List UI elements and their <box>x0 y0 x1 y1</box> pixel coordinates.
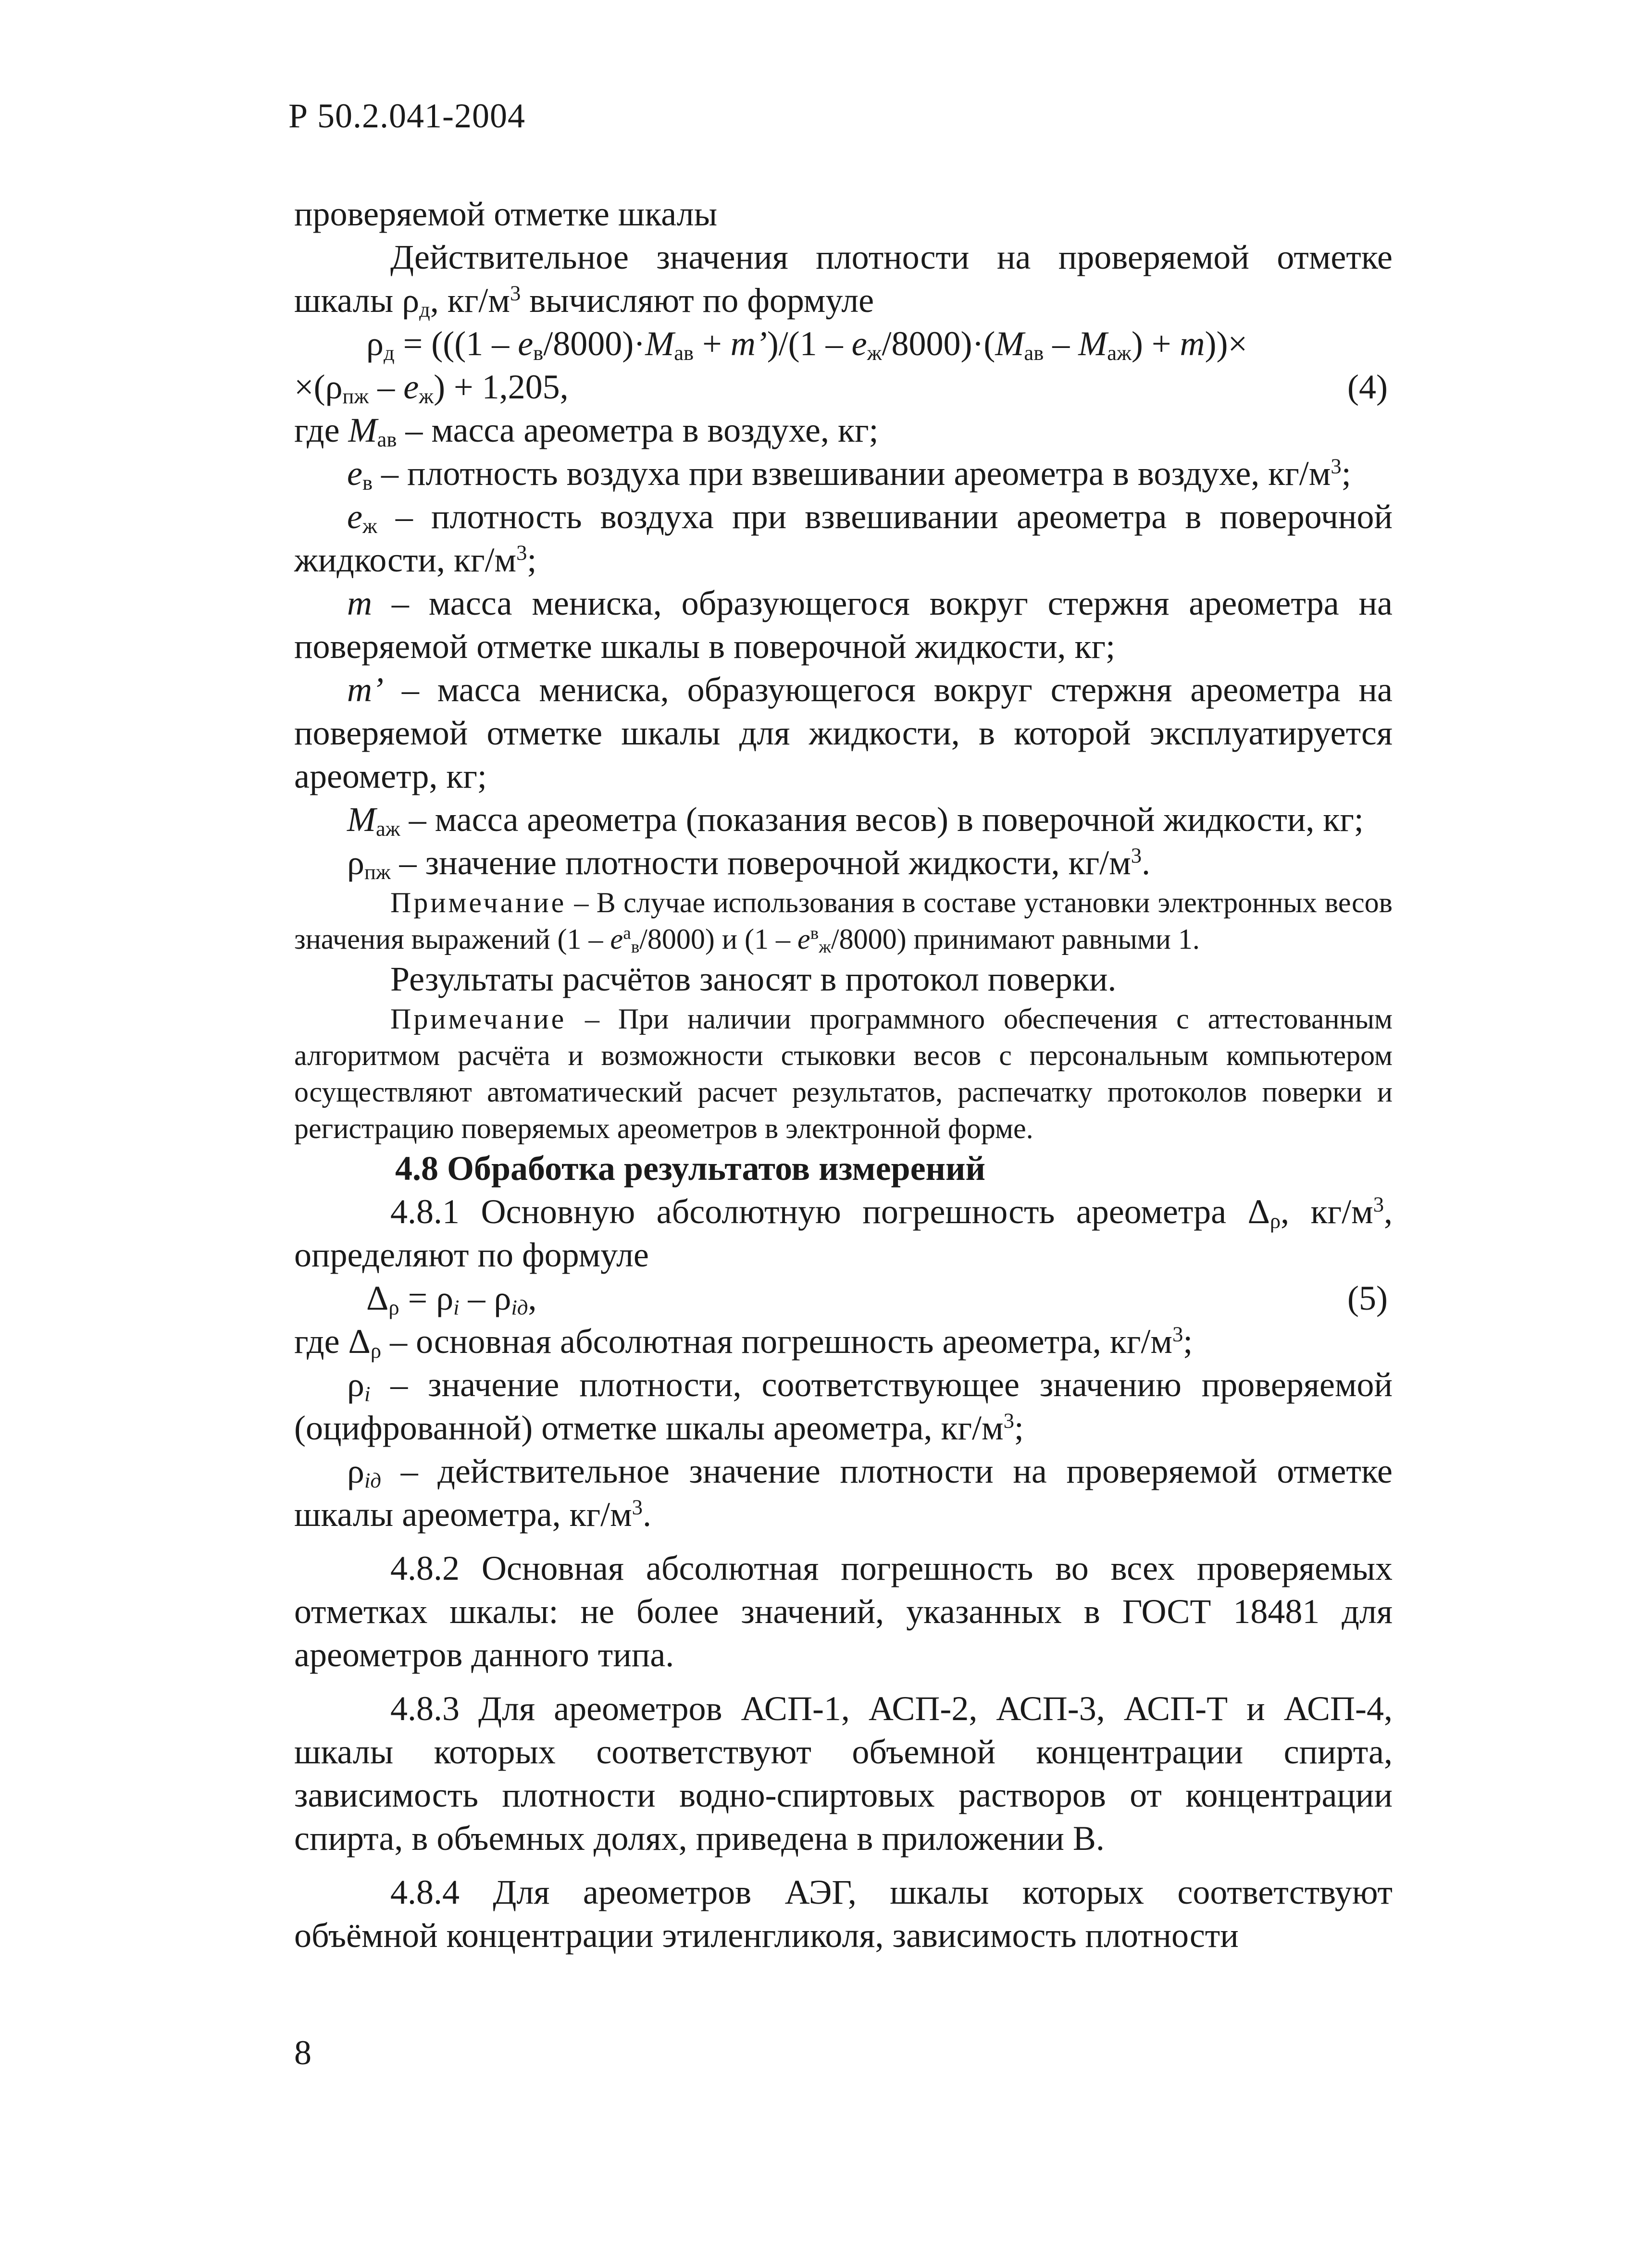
paragraph-results: Результаты расчётов заносят в протокол поверки. <box>390 960 1117 998</box>
page-number: 8 <box>294 2033 311 2072</box>
equation-number-4: (4) <box>1347 368 1388 406</box>
definition-delta: где $\Delta_\rho$ – основная абсолютная погрешность ареометра, $кг/м^3$; <box>294 1322 1193 1363</box>
paragraph-4-8-3: 4.8.3 Для ареометров АСП-1, АСП-2, АСП-3, АСП-Т и АСП-4, шкалы которых соответствуют объемной концентрации спирта, зависимость плотности водно-спиртовых растворов от концентрации спирта, в объемных долях, приведена в приложении В. <box>294 1689 1393 1858</box>
section-heading-4-8: 4.8 Обработка результатов измерений <box>395 1149 986 1188</box>
paragraph-4-8-4: 4.8.4 Для ареометров АЭГ, шкалы которых соответствуют объёмной концентрации этиленгликоля, зависимость плотности <box>294 1873 1393 1955</box>
definition-m-prime: m’ – масса мениска, образующегося вокруг стержня ареометра на поверяемой отметке шкалы для жидкости, в которой эксплуатируется ареометр, кг; <box>294 670 1393 795</box>
definition-rho-id: $\rho_{iд}$ – действительное значение плотности на проверяемой отметке шкалы ареометра, $кг/м^3$. <box>294 1452 1393 1534</box>
paragraph-actual-density: Действительное значения плотности на проверяемой отметке шкалы $\rho_д$, $кг/м^3$ вычисляют по формуле <box>294 238 1393 322</box>
definition-rho-i: $\rho_i$ – значение плотности, соответствующее значению проверяемой (оцифрованной) отметке шкалы ареометра, $кг/м^3$; <box>294 1365 1393 1447</box>
paragraph-continuation: проверяемой отметке шкалы <box>294 195 718 233</box>
definition-e-v: $e_в$ – плотность воздуха при взвешивании ареометра в воздухе, $кг/м^3$; <box>347 454 1351 495</box>
definition-rho-pzh: $\rho_{пж}$ – значение плотности поверочной жидкости, $кг/м^3$. <box>347 843 1150 884</box>
document-id: Р 50.2.041-2004 <box>288 97 526 135</box>
note-electronic-scales: Примечание – В случае использования в составе установки электронных весов значения выражений $(1 - e^а_в/8000)$ и $(1 - e^в_ж/8000)$ принимают равными 1. <box>294 887 1393 957</box>
formula-4-line2: $\times(\rho_{пж} - e_ж) + 1,205$, (4) <box>294 365 1393 409</box>
definition-m-azh: $M_{аж}$ – масса ареометра (показания весов) в поверочной жидкости, кг; <box>347 800 1364 841</box>
definition-m: m – масса мениска, образующегося вокруг стержня ареометра на поверяемой отметке шкалы в поверочной жидкости, кг; <box>294 584 1393 666</box>
definition-e-zh: $e_ж$ – плотность воздуха при взвешивании ареометра в поверочной жидкости, $кг/м^3$; <box>294 497 1393 579</box>
page-body <box>294 192 1393 1957</box>
note-software: Примечание – При наличии программного обеспечения с аттестованным алгоритмом расчёта и возможности стыковки весов с персональным компьютером осуществляют автоматический расчет результатов, распечатку протоколов поверки и регистрацию поверяемых ареометров в электронной форме. <box>294 1003 1393 1144</box>
paragraph-4-8-1: 4.8.1 Основную абсолютную погрешность ареометра $\Delta_\rho$, $кг/м^3$, определяют по формуле <box>294 1192 1393 1274</box>
definition-m-av: где $M_{ав}$ – масса ареометра в воздухе, кг; <box>294 411 879 451</box>
formula-4-line1: $\rho_д = (((1 - e_в/8000)\cdot M_{ав}$ + m’)/(1 – $e_ж/8000)\cdot(M_{ав} - M_{аж}) + m))\times$ <box>366 324 1248 365</box>
formula-5: $\Delta_\rho = \rho_i - \rho_{iд}$, (5) <box>294 1277 1393 1320</box>
paragraph-4-8-2: 4.8.2 Основная абсолютная погрешность во всех проверяемых отметках шкалы: не более значений, указанных в ГОСТ 18481 для ареометров данного типа. <box>294 1549 1393 1674</box>
equation-number-5: (5) <box>1347 1279 1388 1317</box>
